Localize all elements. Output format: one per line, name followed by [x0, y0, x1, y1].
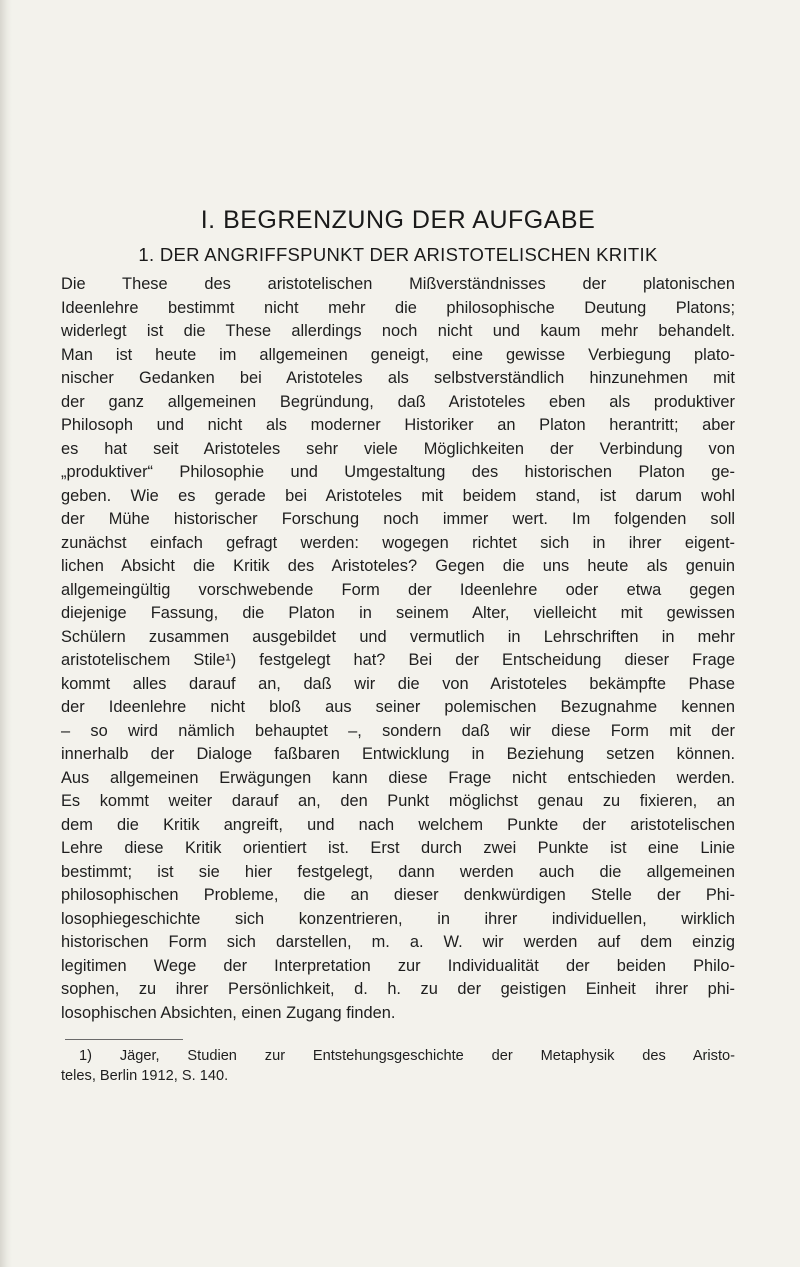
body-line: Ideenlehre bestimmt nicht mehr die philosophische Deutung Platons; — [61, 298, 735, 317]
body-line: der ganz allgemeinen Begründung, daß Aristoteles eben als produktiver — [61, 392, 735, 411]
footnote-line: 1) Jäger, Studien zur Entstehungsgeschichte der Metaphysik des Aristo- — [79, 1048, 735, 1064]
body-line: der Ideenlehre nicht bloß aus seiner polemischen Bezugnahme kennen — [61, 698, 735, 716]
body-line: sophen, zu ihrer Persönlichkeit, d. h. zu der geistigen Einheit ihrer phi- — [61, 980, 735, 998]
body-line: geben. Wie es gerade bei Aristoteles mit beidem stand, ist darum wohl — [61, 486, 735, 505]
footnote — [61, 1046, 735, 1086]
body-line: – so wird nämlich behauptet –, sondern daß wir diese Form mit der — [61, 721, 735, 740]
body-line: zunächst einfach gefragt werden: wogegen richtet sich in ihrer eigent- — [61, 533, 735, 552]
body-line: der Mühe historischer Forschung noch immer wert. Im folgenden soll — [61, 510, 735, 528]
body-text — [61, 273, 735, 1025]
body-line: losophischen Absichten, einen Zugang finden. — [61, 1003, 396, 1022]
page-binding-edge — [0, 0, 12, 1267]
body-line: legitimen Wege der Interpretation zur Individualität der beiden Philo- — [61, 956, 735, 975]
body-line: historischen Form sich darstellen, m. a. W. wir werden auf dem einzig — [61, 933, 735, 951]
body-line: philosophischen Probleme, die an dieser denkwürdigen Stelle der Phi- — [61, 886, 735, 904]
body-line: kommt alles darauf an, daß wir die von Aristoteles bekämpfte Phase — [61, 674, 735, 693]
body-line: Es kommt weiter darauf an, den Punkt möglichst genau zu fixieren, an — [61, 792, 735, 810]
body-line: nischer Gedanken bei Aristoteles als selbstverständlich hinzunehmen mit — [61, 369, 735, 387]
body-line: innerhalb der Dialoge faßbaren Entwicklung in Beziehung setzen können. — [61, 745, 735, 763]
chapter-title: I. BEGRENZUNG DER AUFGABE — [200, 206, 596, 234]
body-line: Man ist heute im allgemeinen geneigt, eine gewisse Verbiegung plato- — [61, 345, 735, 364]
body-line: widerlegt ist die These allerdings noch nicht und kaum mehr behandelt. — [61, 322, 735, 340]
body-line: diejenige Fassung, die Platon in seinem Alter, vielleicht mit gewissen — [61, 604, 735, 622]
body-line: bestimmt; ist sie hier festgelegt, dann werden auch die allgemeinen — [61, 862, 735, 881]
section-title: 1. DER ANGRIFFSPUNKT DER ARISTOTELISCHEN KRITIK — [138, 244, 658, 265]
body-line: allgemeingültig vorschwebende Form der Ideenlehre oder etwa gegen — [61, 580, 735, 599]
body-line: Die These des aristotelischen Mißverständnisses der platonischen — [61, 275, 735, 293]
body-line: dem die Kritik angreift, und nach welchem Punkte der aristotelischen — [61, 815, 735, 834]
body-line: Philosoph und nicht als moderner Historiker an Platon herantritt; aber — [61, 416, 735, 434]
footnote-divider — [65, 1039, 183, 1040]
body-line: Schülern zusammen ausgebildet und vermutlich in Lehrschriften in mehr — [61, 627, 735, 646]
body-line: es hat seit Aristoteles sehr viele Möglichkeiten der Verbindung von — [61, 439, 735, 458]
body-line: Lehre diese Kritik orientiert ist. Erst durch zwei Punkte ist eine Linie — [61, 839, 735, 857]
body-line: aristotelischem Stile¹) festgelegt hat? Bei der Entscheidung dieser Frage — [61, 651, 735, 669]
body-line: lichen Absicht die Kritik des Aristoteles? Gegen die uns heute als genuin — [61, 557, 735, 575]
body-line: losophiegeschichte sich konzentrieren, in ihrer individuellen, wirklich — [61, 909, 735, 928]
page-content — [61, 205, 735, 1086]
body-line: „produktiver“ Philosophie und Umgestaltung des historischen Platon ge- — [61, 463, 735, 481]
footnote-line: teles, Berlin 1912, S. 140. — [61, 1068, 229, 1084]
body-line: Aus allgemeinen Erwägungen kann diese Frage nicht entschieden werden. — [61, 768, 735, 787]
